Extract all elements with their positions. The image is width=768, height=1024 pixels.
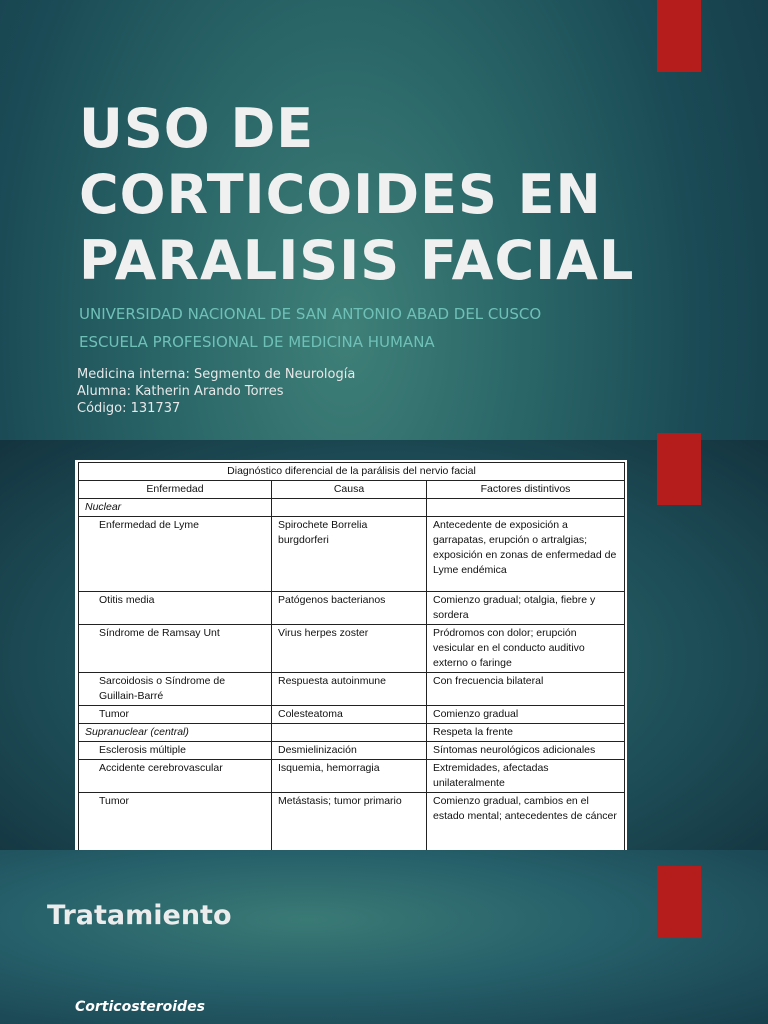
slide-table (0, 440, 768, 880)
differential-diagnosis-table (75, 460, 627, 850)
red-accent-bar (657, 866, 701, 938)
student-line: Alumna: Katherin Arando Torres (77, 384, 284, 399)
author-info (77, 366, 355, 417)
slide-title-heading: USO DE CORTICOIDES EN PARALISIS FACIAL (79, 97, 635, 292)
table-row: Tumor Metástasis; tumor primario Comienzo gradual, cambios en el estado mental; antecedentes de cáncer (79, 793, 625, 855)
corticosteroids-subheading: Corticosteroides (75, 999, 205, 1015)
group-nuclear: Nuclear (79, 499, 272, 517)
table-caption: Diagnóstico diferencial de la parálisis del nervio facial (79, 463, 625, 481)
group-supranuclear: Supranuclear (central) (79, 724, 272, 742)
red-accent-bar (657, 0, 701, 72)
table-row: Accidente cerebrovascular Isquemia, hemorragia Extremidades, afectadas unilateralmente (79, 760, 625, 793)
treatment-heading: Tratamiento (47, 900, 232, 931)
red-accent-bar (657, 433, 701, 505)
table-row: Esclerosis múltiple Desmielinización Síntomas neurológicos adicionales (79, 742, 625, 760)
course-line: Medicina interna: Segmento de Neurología (77, 367, 356, 382)
slide-tratamiento (0, 850, 768, 1024)
table-row: Sarcoidosis o Síndrome de Guillain-Barré Respuesta autoinmune Con frecuencia bilateral (79, 673, 625, 706)
school-subtitle: ESCUELA PROFESIONAL DE MEDICINA HUMANA (79, 333, 435, 351)
header-causa: Causa (272, 481, 427, 499)
table-row: Otitis media Patógenos bacterianos Comienzo gradual; otalgia, fiebre y sordera (79, 592, 625, 625)
slide-title (0, 0, 768, 440)
code-line: Código: 131737 (77, 401, 181, 416)
table-row: Enfermedad de Lyme Spirochete Borrelia burgdorferi Antecedente de exposición a garrapatas, erupción o artralgias; exposición en zonas de enfermedad de Lyme endémica (79, 517, 625, 592)
header-factores: Factores distintivos (427, 481, 625, 499)
table-row: Tumor Colesteatoma Comienzo gradual (79, 706, 625, 724)
university-subtitle: UNIVERSIDAD NACIONAL DE SAN ANTONIO ABAD DEL CUSCO (79, 305, 542, 323)
header-enfermedad: Enfermedad (79, 481, 272, 499)
table-row: Supranuclear (central) Respeta la frente (79, 724, 625, 742)
table-row: Síndrome de Ramsay Unt Virus herpes zoster Pródromos con dolor; erupción vesicular en el conducto auditivo externo o faringe (79, 625, 625, 673)
